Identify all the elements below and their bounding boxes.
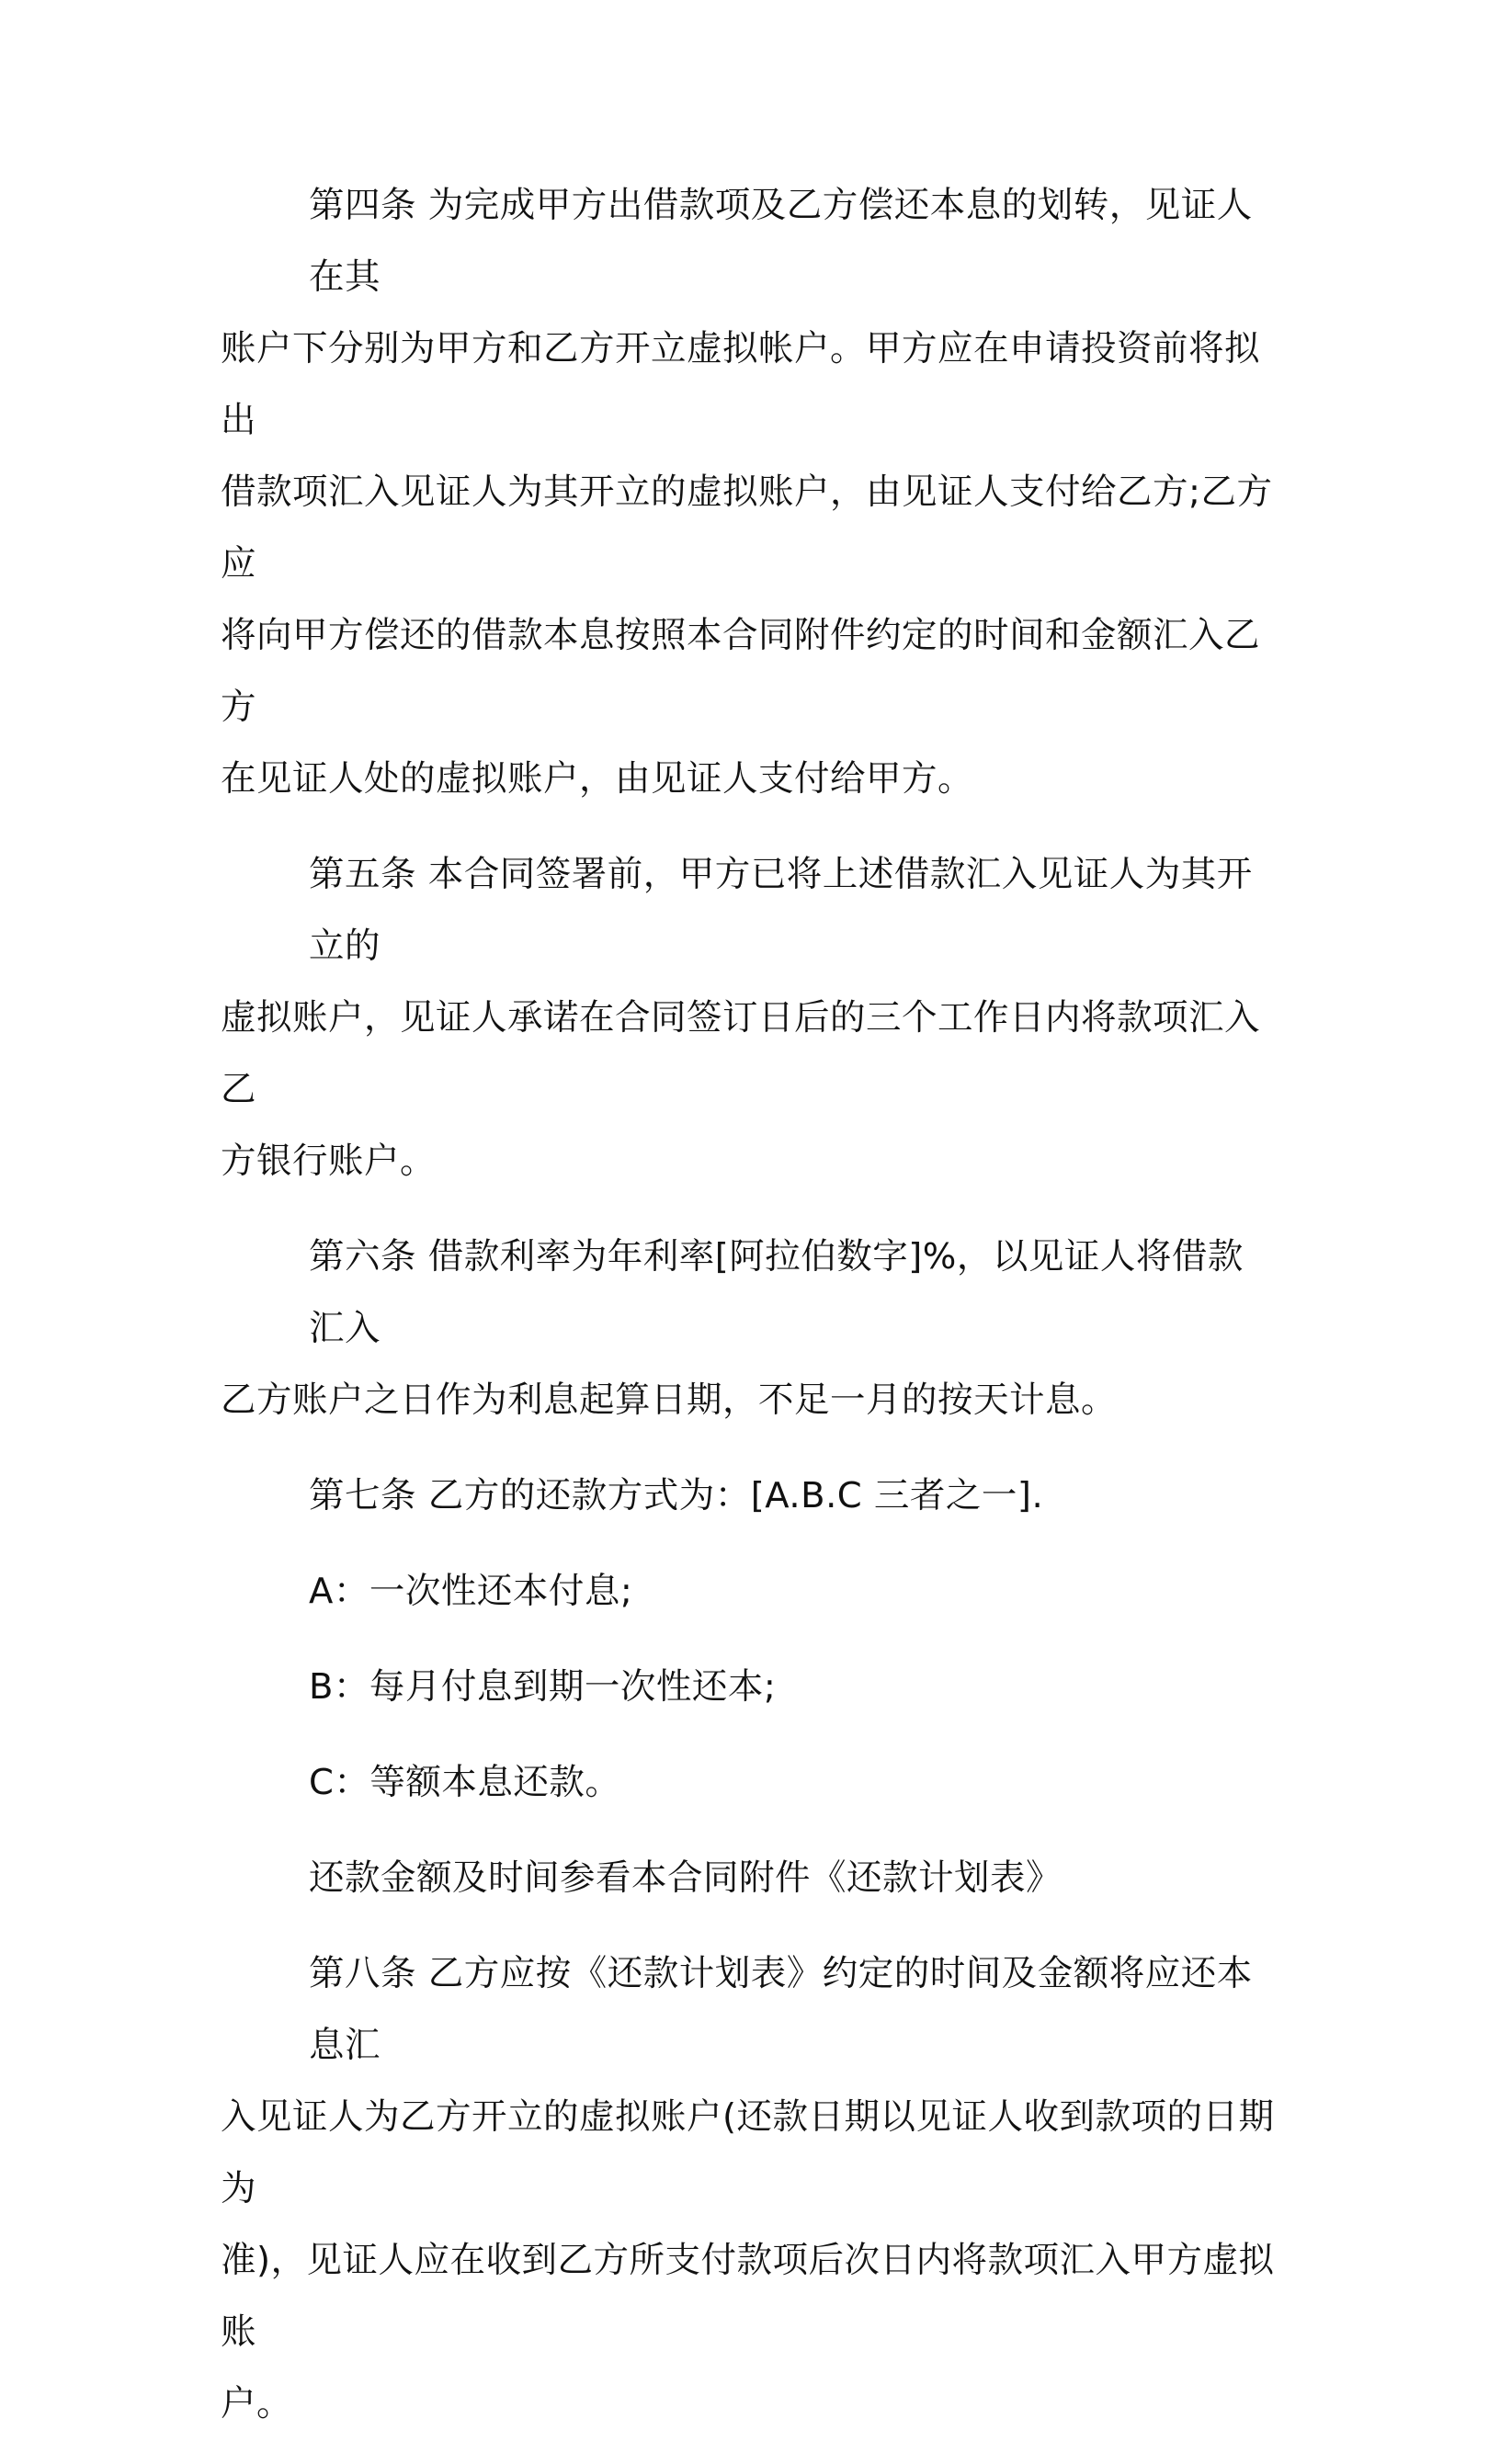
article-6-line: 第六条 借款利率为年利率[阿拉伯数字]%，以见证人将借款汇入 bbox=[309, 1236, 1244, 1349]
article-5-line: 虚拟账户，见证人承诺在合同签订日后的三个工作日内将款项汇入乙 bbox=[221, 997, 1261, 1110]
article-5-paragraph bbox=[221, 839, 1278, 1198]
repayment-option-c: C：等额本息还款。 bbox=[309, 1762, 621, 1803]
article-7-paragraph: 第七条 乙方的还款方式为：[A.B.C 三者之一]. bbox=[309, 1475, 1044, 1516]
article-4-line: 在见证人处的虚拟账户，由见证人支付给甲方。 bbox=[221, 758, 974, 800]
contract-page bbox=[221, 170, 1278, 2464]
repayment-option-b: B：每月付息到期一次性还本; bbox=[309, 1666, 777, 1708]
repayment-schedule-note: 还款金额及时间参看本合同附件《还款计划表》 bbox=[309, 1857, 1062, 1899]
article-4-line: 将向甲方偿还的借款本息按照本合同附件约定的时间和金额汇入乙方 bbox=[221, 615, 1261, 728]
article-6-paragraph bbox=[221, 1221, 1278, 1436]
article-6-line: 乙方账户之日作为利息起算日期，不足一月的按天计息。 bbox=[221, 1380, 1118, 1421]
article-8-paragraph bbox=[221, 1938, 1278, 2440]
article-8-line: 准)，见证人应在收到乙方所支付款项后次日内将款项汇入甲方虚拟账 bbox=[221, 2240, 1275, 2353]
article-4-line: 账户下分别为甲方和乙方开立虚拟帐户。甲方应在申请投资前将拟出 bbox=[221, 328, 1261, 441]
article-8-line: 入见证人为乙方开立的虚拟账户(还款日期以见证人收到款项的日期为 bbox=[221, 2096, 1275, 2209]
repayment-option-a: A：一次性还本付息; bbox=[309, 1571, 633, 1612]
article-5-line: 方银行账户。 bbox=[221, 1141, 437, 1182]
article-4-paragraph bbox=[221, 170, 1278, 815]
article-4-line: 第四条 为完成甲方出借款项及乙方偿还本息的划转，见证人在其 bbox=[309, 185, 1253, 298]
article-8-line: 第八条 乙方应按《还款计划表》约定的时间及金额将应还本息汇 bbox=[309, 1953, 1253, 2066]
article-4-line: 借款项汇入见证人为其开立的虚拟账户，由见证人支付给乙方;乙方应 bbox=[221, 471, 1273, 585]
article-5-line: 第五条 本合同签署前，甲方已将上述借款汇入见证人为其开立的 bbox=[309, 854, 1253, 967]
article-8-line: 户。 bbox=[221, 2383, 293, 2424]
